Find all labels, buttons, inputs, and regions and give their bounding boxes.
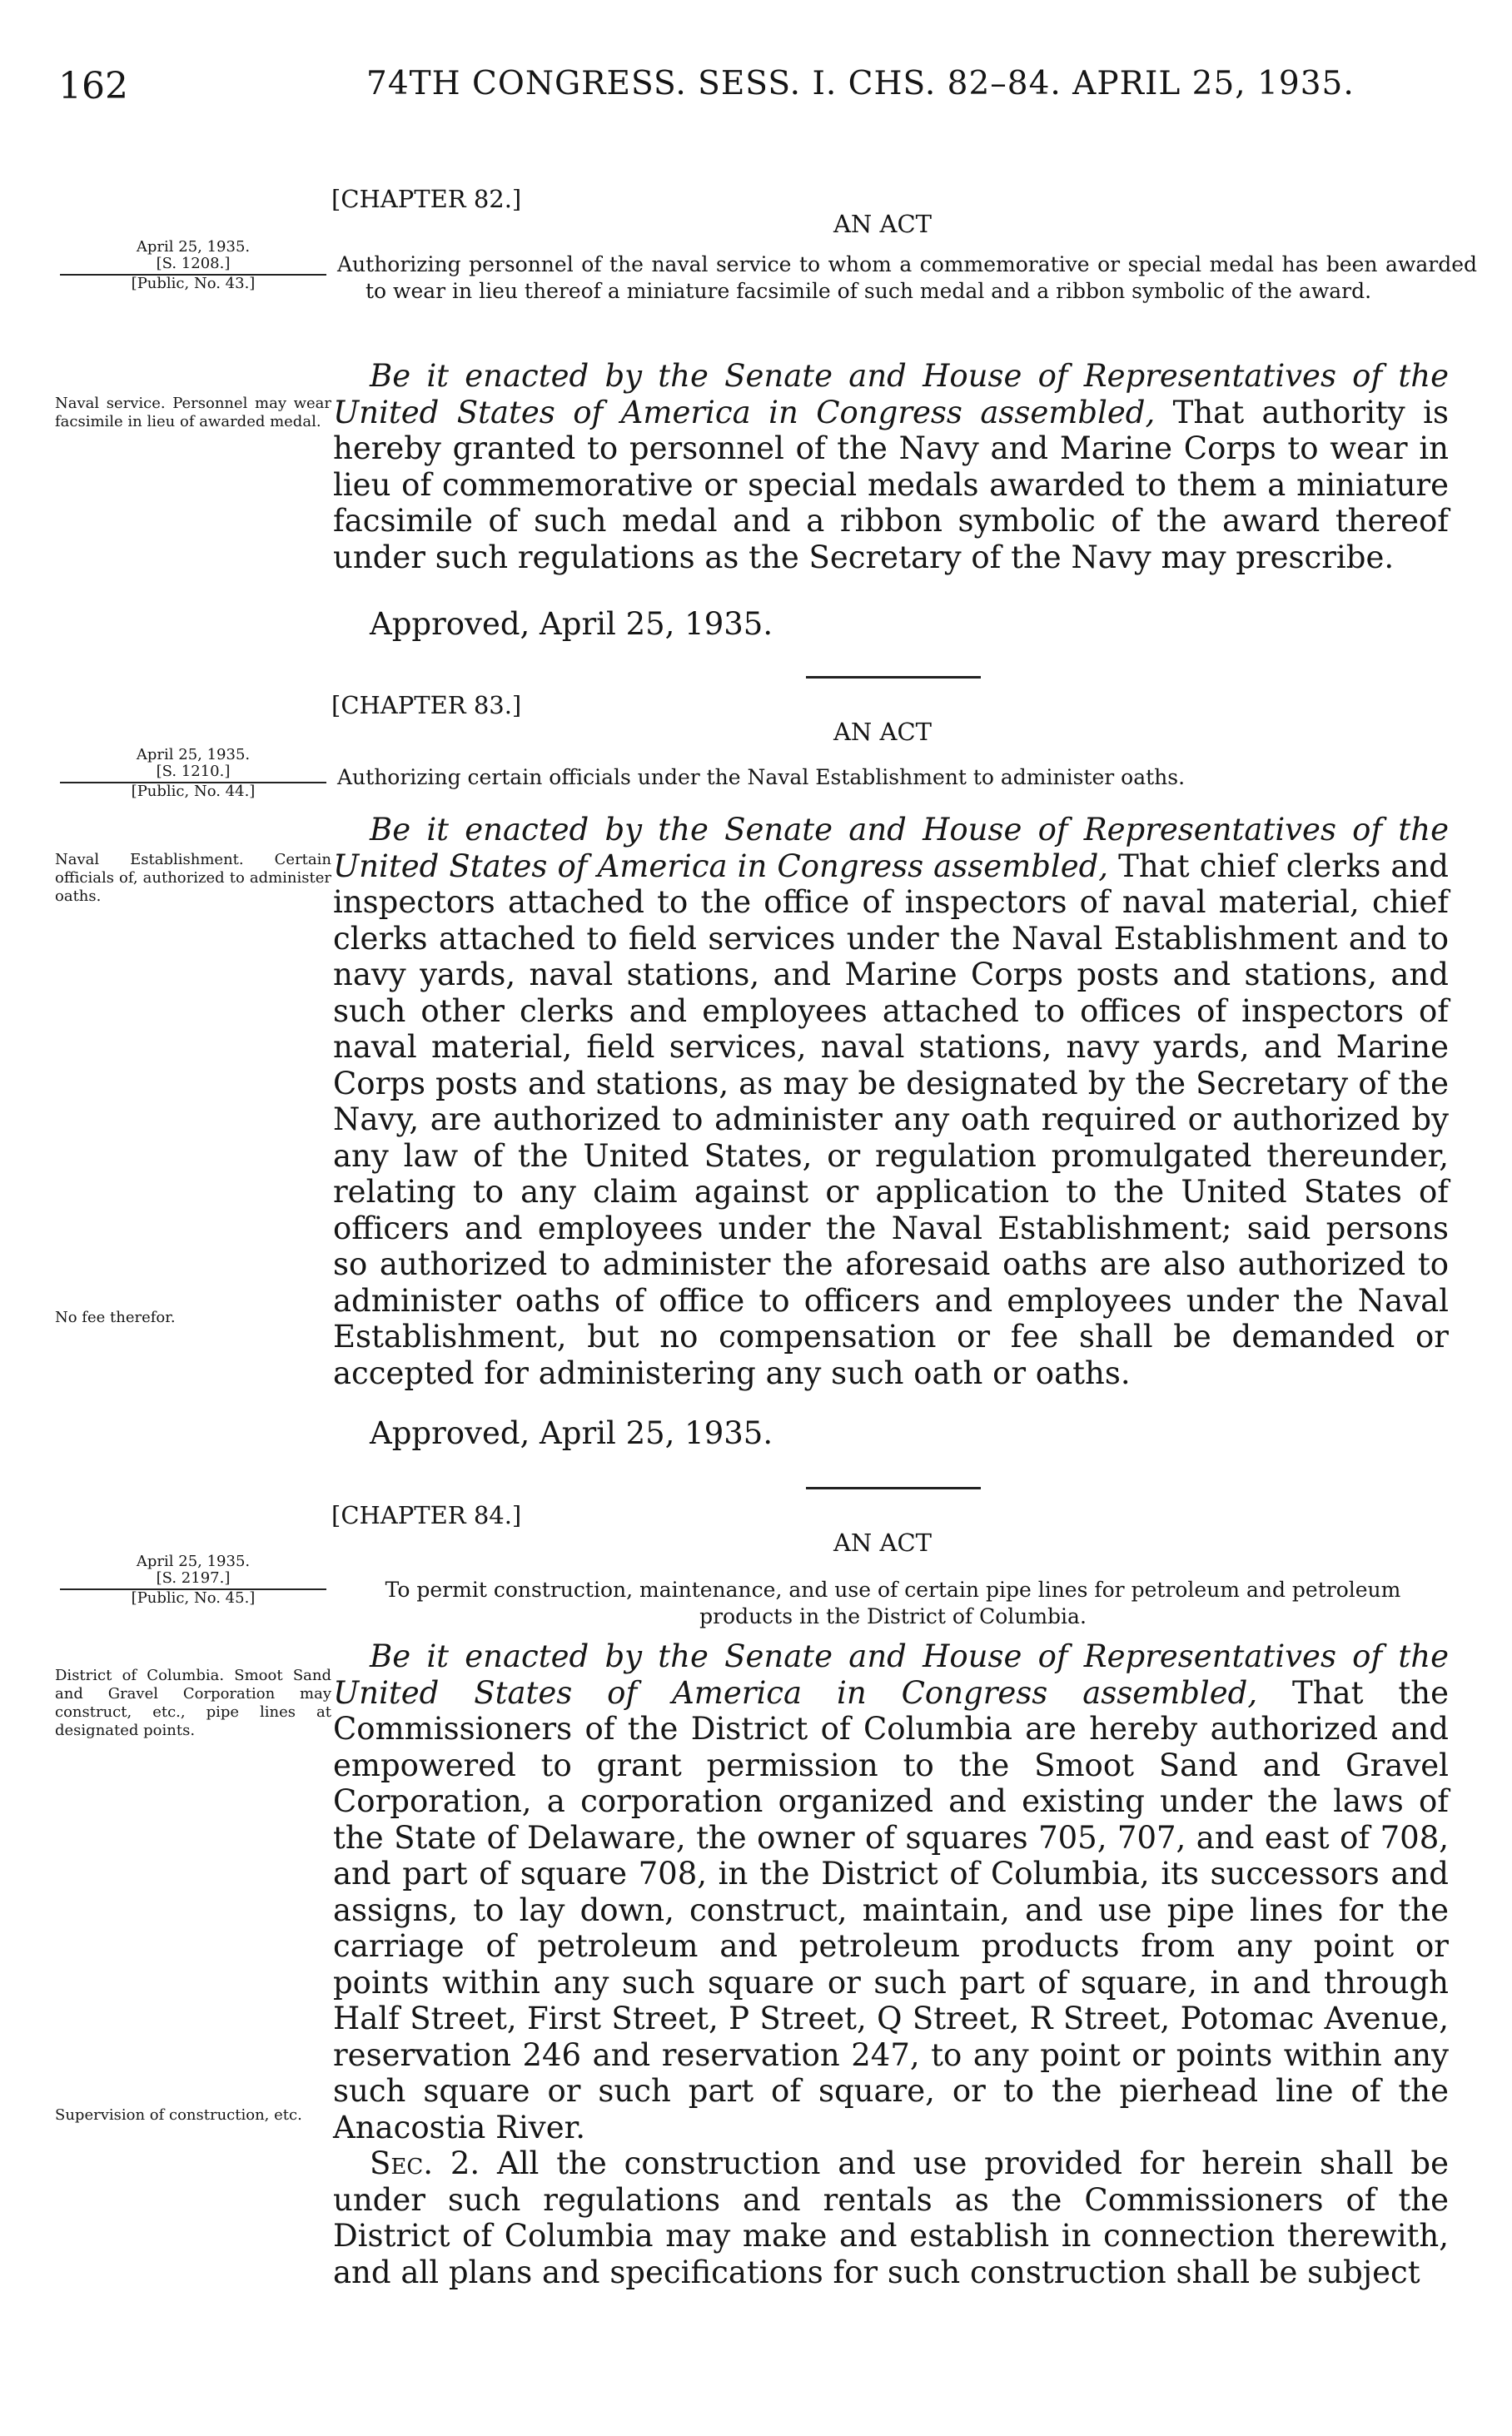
chapter-83-title: Authorizing certain officials under the Naval Establishment to administer oaths. [337, 765, 1186, 789]
chapter-82-label: [CHAPTER 82.] [331, 185, 522, 213]
enacting-clause: Be it enacted by the Senate and House of Representatives of the United States of America in Congress assembled, [333, 358, 1449, 430]
chapter-83-approved: Approved, April 25, 1935. [370, 1415, 773, 1451]
margin-date: April 25, 1935. [136, 238, 251, 256]
chapter-84-side-note-supervision: Supervision of construction, etc. [55, 2106, 302, 2124]
chapter-82-approved: Approved, April 25, 1935. [370, 606, 773, 642]
margin-public-law: [Public, No. 43.] [131, 275, 256, 292]
chapter-84-side-note: District of Columbia. Smoot Sand and Gravel Corporation may construct, etc., pipe lines at designated points. [55, 1667, 331, 1739]
chapter-82-margin-reference [60, 239, 326, 292]
section-text: All the construction and use provided for herein shall be under such regulations and rentals as the Commissioners of the District of Columbia may make and establish in connection therewith, and all plans and specifications for such construction shall be subject [333, 2145, 1450, 2290]
section-label: Sec. 2. [370, 2145, 480, 2181]
enacting-clause: Be it enacted by the Senate and House of Representatives of the United States of America in Congress assembled, [333, 1638, 1449, 1711]
section-divider [806, 676, 981, 679]
chapter-83-label: [CHAPTER 83.] [331, 691, 522, 719]
chapter-84-act-label: AN ACT [833, 1529, 932, 1557]
section-text: That authority is hereby granted to personnel of the Navy and Marine Corps to wear in lieu of commemorative or special medals awarded to them a miniature facsimile of such medal and a ribbon symbolic of the award thereof under such regulations as the Secretary of the Navy may prescribe. [333, 394, 1449, 575]
chapter-82-side-note: Naval service. Personnel may wear facsimile in lieu of awarded medal. [55, 395, 331, 430]
margin-bill: [S. 2197.] [60, 1570, 326, 1590]
margin-public-law: [Public, No. 45.] [131, 1589, 256, 1607]
chapter-83-body [333, 812, 1449, 1391]
margin-bill: [S. 1208.] [60, 256, 326, 276]
chapter-83-side-note: Naval Establishment. Certain officials of, authorized to administer oaths. [55, 851, 331, 905]
chapter-84-body [333, 1638, 1449, 2290]
page-header [58, 65, 1465, 115]
margin-date: April 25, 1935. [136, 746, 251, 763]
chapter-83-act-label: AN ACT [833, 718, 932, 746]
enacting-clause: Be it enacted by the Senate and House of Representatives of the United States of America in Congress assembled, [333, 812, 1449, 884]
section-text: That the Commissioners of the District of Columbia are hereby authorized and empowered to grant permission to the Smoot Sand and Gravel Corporation, a corporation organized and existing under the laws of the State of Delaware, the owner of squares 705, 707, and east of 708, and part of square 708, in the District of Columbia, its successors and assigns, to lay down, construct, maintain, and use pipe lines for the carriage of petroleum and petroleum products from any point or points within any such square or such part of square, in and through Half Street, First Street, P Street, Q Street, R Street, Potomac Avenue, reservation 246 and reservation 247, to any point or points within any such square or such part of square, or to the pierhead line of the Anacostia River. [333, 1674, 1449, 2145]
running-head: 74TH CONGRESS. SESS. I. CHS. 82–84. APRIL 25, 1935. [366, 65, 1355, 102]
chapter-84-label: [CHAPTER 84.] [331, 1501, 522, 1529]
margin-public-law: [Public, No. 44.] [131, 783, 256, 800]
chapter-83-side-note-fee: No fee therefor. [55, 1309, 176, 1326]
page-number: 162 [58, 65, 128, 107]
margin-date: April 25, 1935. [136, 1553, 251, 1570]
chapter-82-act-label: AN ACT [833, 210, 932, 238]
section-text: That chief clerks and inspectors attached to the office of inspectors of naval material, chief clerks attached to field services under the Naval Establishment and to navy yards, naval stations, and Marine Corps posts and stations, and such other clerks and employees attached to offices of inspectors of naval material, field services, naval stations, navy yards, and Marine Corps posts and stations, as may be designated by the Secretary of the Navy, are authorized to administer any oath required or authorized by any law of the United States, or regulation promulgated thereunder, relating to any claim against or application to the United States of officers and employees under the Naval Establishment; said persons so authorized to administer the aforesaid oaths are also authorized to administer oaths of office to officers and employees under the Naval Establishment, but no compensation or fee shall be demanded or accepted for administering any such oath or oaths. [333, 848, 1449, 1391]
chapter-82-title: Authorizing personnel of the naval service to whom a commemorative or special medal has been awarded to wear in lieu thereof a miniature facsimile of such medal and a ribbon symbolic of the award. [337, 252, 1477, 303]
chapter-82-body [333, 358, 1449, 575]
section-divider [806, 1487, 981, 1489]
margin-bill: [S. 1210.] [60, 763, 326, 783]
chapter-83-margin-reference [60, 747, 326, 800]
chapter-84-margin-reference [60, 1554, 326, 1607]
chapter-84-title: To permit construction, maintenance, and use of certain pipe lines for petroleum and petroleum products in the District of Columbia. [385, 1578, 1401, 1628]
